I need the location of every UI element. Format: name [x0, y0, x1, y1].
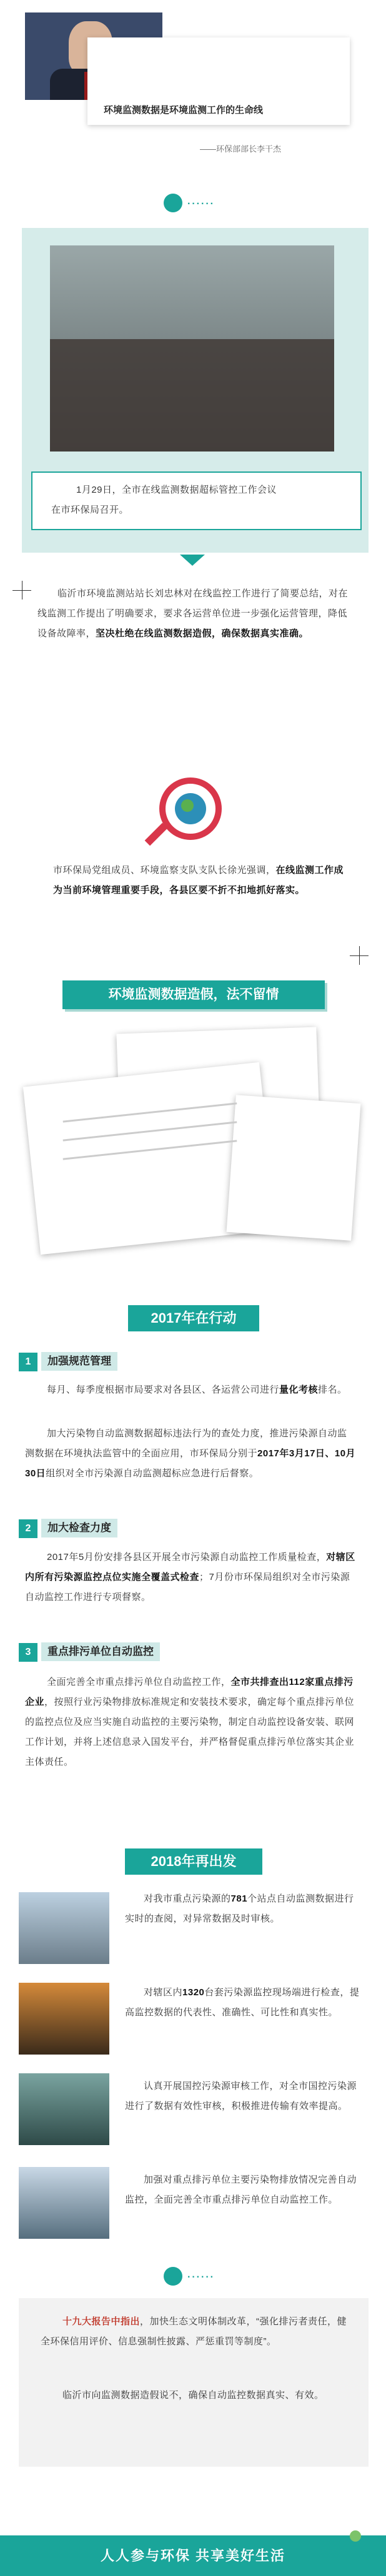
plant-photo: [19, 2167, 109, 2239]
sunset-photo: [19, 1983, 109, 2055]
arrow-down-icon: [180, 555, 205, 566]
intro-paragraph-2: 市环保局党组成员、环境监察支队支队长徐光强调，在线监测工作成为当前环境管理重要手段，各县区要不折不扣地抓好落实。: [53, 865, 344, 896]
closing-text-2: 临沂市向监测数据造假说不，确保自动监控数据真实、有效。: [62, 2390, 324, 2401]
separator-dots: ······: [187, 2272, 215, 2282]
paragraph-2: 加大污染物自动监测数据超标违法行为的查处力度，推进污染源自动监测数据在环境执法监管中的全面应用，市环保局分别于2017年3月17日、10月30日组织对全市污染源自动监测超标应急进行后督察。: [25, 1428, 356, 1479]
footer-bar: [0, 2535, 386, 2576]
meeting-photo: [50, 245, 334, 452]
intro-paragraph: 临沂市环境监测站站长刘忠林对在线监控工作进行了简要总结，对在线监测工作提出了明确要求，要求各运营单位进一步强化运营管理，降低设备故障率，坚决杜绝在线监测数据造假，确保数据真实准确。: [37, 588, 349, 639]
meeting-frame: [22, 228, 369, 553]
item-2: 2 加大检查力度: [19, 1519, 117, 1538]
circle-icon: [164, 2267, 182, 2286]
row-4-text: 加强对重点排污单位主要污染物排放情况完善自动监控，全面完善全市重点排污单位自动监控工作。: [125, 2174, 357, 2205]
landscape-photo: [19, 2073, 109, 2145]
item-3: 3 重点排污单位自动监控: [19, 1642, 160, 1662]
section-title-2017: 2017年在行动: [128, 1305, 259, 1331]
globe-search-icon: [159, 777, 222, 840]
watermark-logo: [337, 2529, 375, 2554]
banner-title: 环境监测数据造假，法不留情: [108, 987, 279, 1002]
closing-text: 十九大报告中指出，加快生态文明体制改革，“强化排污者责任，健全环保信用评价、信息强制性披露、严惩重罚等制度”。: [41, 2316, 347, 2347]
quote-text: 环境监测数据是环境监测工作的生命线: [104, 105, 264, 116]
row-3-text: 认真开展国控污染源审核工作，对全市国控污染源进行了数据有效性审核，积极推进传输有效率提高。: [125, 2081, 357, 2111]
paragraph-4: 全面完善全市重点排污单位自动监控工作，全市共排查出112家重点排污企业，按照行业污染物排放标准规定和安装技术要求，确定每个重点排污单位的监控点位及应当实施自动监控的主要污染物，制定自动监控设备安装、联网工作计划，并将上述信息录入国发平台，并严格督促重点排污单位落实其企业主体责任。: [25, 1677, 355, 1767]
factory-photo: [19, 1892, 109, 1964]
meeting-caption-card: [31, 471, 362, 530]
circle-icon: [164, 194, 182, 212]
row-1-text: 对我市重点污染源的781个站点自动监测数据进行实时的查阅，对异常数据及时审核。: [125, 1893, 354, 1924]
quote-attribution: ——环保部部长李干杰: [200, 144, 282, 154]
closing-box: [19, 2298, 369, 2467]
footer-slogan: 人人参与环保 共享美好生活: [100, 2548, 286, 2564]
meeting-caption: 1月29日，全市在线监测数据超标管控工作会议 在市环保局召开。: [51, 485, 277, 515]
documents-collage: [25, 1024, 362, 1261]
section-banner: [62, 980, 325, 1009]
item-1: 1 加强规范管理: [19, 1352, 117, 1371]
section-title-2018: 2018年再出发: [125, 1848, 262, 1875]
row-2-text: 对辖区内1320台套污染源监控现场端进行检查，提高监控数据的代表性、准确性、可比性和真实性。: [125, 1987, 360, 2018]
separator-dots: ······: [187, 199, 215, 209]
quote-card: [87, 37, 350, 125]
paragraph-3: 2017年5月份安排各县区开展全市污染源自动监控工作质量检查，对辖区内所有污染源监控点位实施全覆盖式检查；7月份市环保局组织对全市污染源自动监控工作进行专项督察。: [25, 1552, 355, 1602]
paragraph-1: 每月、每季度根据市局要求对各县区、各运营公司进行量化考核排名。: [47, 1384, 347, 1395]
